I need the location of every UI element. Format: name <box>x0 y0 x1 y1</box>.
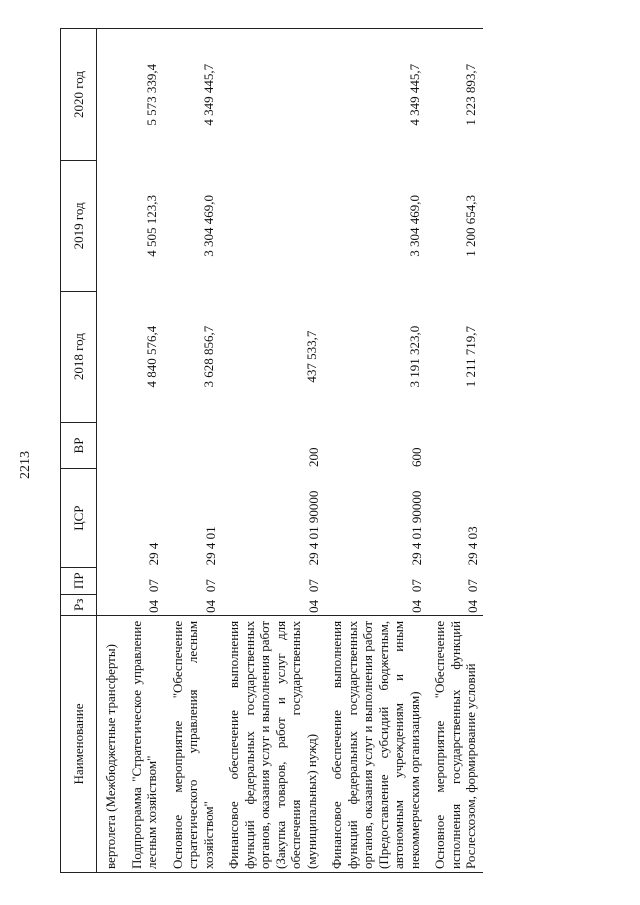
row-csr <box>97 469 123 567</box>
row-pr: 07 <box>146 579 161 593</box>
row-name: Основное мероприятие "Обеспечение стратегического управления лесным хозяйством" <box>164 615 221 872</box>
row-vr: 200 <box>305 447 321 467</box>
row-2020: 1 223 893,7 <box>426 29 483 161</box>
row-2019 <box>97 160 123 291</box>
header-2018: 2018 год <box>61 291 97 422</box>
row-rz <box>97 594 123 615</box>
row-csr: 29 4 03 <box>465 526 480 566</box>
table-row <box>323 29 426 873</box>
row-2018: 1 211 719,7 <box>463 326 478 388</box>
row-vr <box>97 422 123 469</box>
row-pr <box>97 567 123 594</box>
page-number: 2213 <box>18 451 33 479</box>
header-vr: ВР <box>61 422 97 469</box>
header-pr: ПР <box>61 567 97 594</box>
row-rz: 04 <box>202 599 218 613</box>
row-csr: 29 4 01 <box>202 526 218 566</box>
row-pr: 07 <box>305 579 321 593</box>
row-2019: 1 200 654,3 <box>463 194 478 257</box>
row-2019: 3 304 469,0 <box>406 194 422 257</box>
row-pr: 07 <box>408 579 424 593</box>
row-vr <box>164 422 221 469</box>
table-row <box>220 29 323 873</box>
row-vr: 600 <box>408 447 424 467</box>
header-2019: 2019 год <box>61 160 97 291</box>
row-2020: 4 349 445,7 <box>323 29 426 161</box>
row-2019: 3 304 469,0 <box>200 194 216 257</box>
row-name: Финансовое обеспечение выполнения функций федеральных государственных органов, оказания услуг и выполнения работ (Закупка товаров, работ и услуг для обеспечения государственных (муниципальных) нужд) <box>220 615 323 872</box>
row-2018: 3 191 323,0 <box>406 325 422 388</box>
table-header-row <box>61 29 97 873</box>
header-2020: 2020 год <box>61 29 97 161</box>
row-2018: 4 840 576,4 <box>144 325 159 388</box>
header-csr: ЦСР <box>61 469 97 567</box>
row-pr: 07 <box>202 579 218 593</box>
table-row <box>426 29 483 873</box>
row-csr: 29 4 01 90000 <box>408 490 424 566</box>
row-rz: 04 <box>465 599 480 613</box>
row-2020 <box>97 29 123 161</box>
row-2020 <box>220 29 323 161</box>
row-rz: 04 <box>146 599 161 613</box>
row-pr: 07 <box>465 579 480 593</box>
table-row <box>123 29 164 873</box>
row-rz: 04 <box>305 599 321 613</box>
row-2020: 4 349 445,7 <box>164 29 221 161</box>
row-name: вертолета (Межбюджетные трансферты) <box>97 615 123 872</box>
row-rz: 04 <box>408 599 424 613</box>
row-2020: 5 573 339,4 <box>123 29 164 161</box>
row-2018: 437 533,7 <box>303 330 319 383</box>
row-name: Подпрограмма "Стратегическое управление лесным хозяйством" <box>123 615 164 872</box>
header-name: Наименование <box>61 615 97 872</box>
table-row <box>97 29 123 873</box>
row-2018: 3 628 856,7 <box>200 325 216 388</box>
row-csr: 29 4 <box>146 542 161 566</box>
row-csr: 29 4 01 90000 <box>305 490 321 566</box>
row-name: Основное мероприятие "Обеспечение исполнения государственных функций Рослесхозом, формирование условий <box>426 615 483 872</box>
table-row <box>164 29 221 873</box>
row-name: Финансовое обеспечение выполнения функций федеральных государственных органов, оказания услуг и выполнения работ (Предоставление субсидий бюджетным, автономным учреждениям и иным некоммерческим организациям) <box>323 615 426 872</box>
budget-table <box>60 28 483 873</box>
row-vr <box>123 422 164 469</box>
row-2018 <box>97 291 123 422</box>
row-2019: 4 505 123,3 <box>144 194 159 257</box>
header-rz: Рз <box>61 594 97 615</box>
row-vr <box>426 422 483 469</box>
row-2019 <box>220 160 323 291</box>
